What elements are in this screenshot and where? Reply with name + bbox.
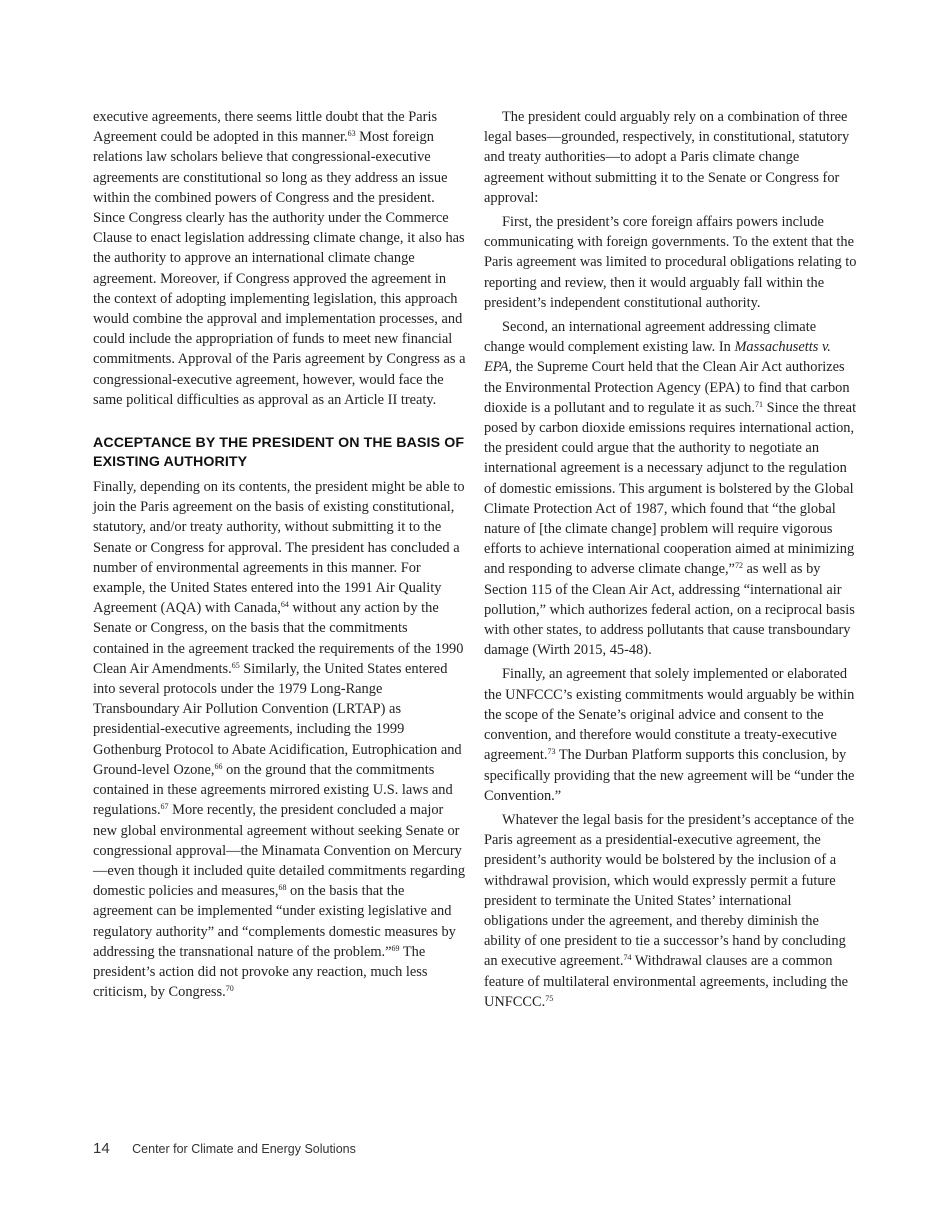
- paragraph: [484, 810, 857, 1012]
- text: Finally, depending on its contents, the president might be able to join the Paris agreement on the basis of existing constitutional, statutory, and/or treaty authority, without submitting it to the Senate or Congress for approval. The president has concluded a number of environmental agreements in this manner. For example, the United States entered into the 1991 Air Quality Agreement (AQA) with Canada,: [93, 479, 465, 617]
- footnote-ref: 68: [278, 883, 287, 893]
- footnote-ref: 74: [623, 953, 632, 963]
- footnote-ref: 65: [231, 660, 240, 670]
- footnote-ref: 66: [214, 761, 223, 771]
- footnote-ref: 73: [547, 747, 556, 757]
- text: executive agreements, there seems little doubt that the Paris Agreement could be adopted in this manner.: [93, 109, 438, 146]
- footnote-ref: 70: [225, 984, 234, 994]
- footnote-ref: 72: [734, 561, 743, 571]
- paragraph: [93, 477, 466, 1002]
- text: Similarly, the United States entered into several protocols under the 1979 Long-Range Transboundary Air Pollution Convention (LRTAP) as presidential-executive agreements, including the 1999 Gothenburg Protocol to Abate Acidification, Eutrophication and Ground-level Ozone,: [93, 660, 462, 778]
- paragraph: [484, 212, 857, 313]
- text: without any action by the Senate or Congress, on the basis that the commitments contained in the agreement tracked the requirements of the 1990 Clean Air Amendments.: [93, 600, 464, 677]
- text: Since the threat posed by carbon dioxide emissions requires international action, the president could argue that the authority to negotiate an international agreement is a necessary adjunct to the regulation of domestic emissions. This argument is bolstered by the Global Climate Protection Act of 1987, which found that “the global nature of [the climate change] problem will require vigorous efforts to achieve international cooperation aimed at minimizing and responding to adverse climate change,”: [484, 399, 857, 578]
- case-citation: Massachusetts v. EPA: [484, 339, 831, 376]
- text: Withdrawal clauses are a common feature of multilateral environmental agreements, including the UNFCCC.: [484, 953, 849, 1010]
- paragraph: [484, 664, 857, 805]
- text: The Durban Platform supports this conclusion, by specifically providing that the new agreement will be “under the Convention.”: [484, 747, 855, 804]
- text: , the Supreme Court held that the Clean Air Act authorizes the Environmental Protection Agency (EPA) to find that carbon dioxide is a pollutant and to regulate it as such.: [484, 359, 850, 416]
- text: on the ground that the commitments contained in these agreements mirrored existing U.S. laws and regulations.: [93, 761, 453, 819]
- text: on the basis that the agreement can be implemented “under existing legislative and regulatory authority” and “complements domestic measures by addressing the transnational nature of the problem.”: [93, 883, 456, 960]
- footer-organization: Center for Climate and Energy Solutions: [132, 1142, 356, 1156]
- footnote-ref: 69: [391, 943, 400, 953]
- right-column: [484, 107, 857, 1016]
- text: Most foreign relations law scholars believe that congressional-executive agreements are constitutional so long as they address an issue within the combined powers of Congress and the president. Since Congress clearly has the authority under the Commerce Clause to enact legislation addressing climate change, it also has the authority to approve an international climate change agreement. Moreover, if Congress approved the agreement in the context of adopting implementing legislation, this approach would combine the approval and implementation processes, and could include the appropriation of funds to meet new financial commitments. Approval of the Paris agreement by Congress as a congressional-executive agreement, however, would face the same political difficulties as approval as an Article II treaty.: [93, 129, 466, 408]
- section-heading: ACCEPTANCE BY THE PRESIDENT ON THE BASIS OF EXISTING AUTHORITY: [93, 435, 465, 471]
- paragraph: [93, 107, 466, 410]
- footnote-ref: 64: [280, 600, 289, 610]
- paragraph: [484, 317, 857, 660]
- text: as well as by Section 115 of the Clean Air Act, addressing “international air pollution,” which authorizes federal action, on a reciprocal basis with other states, to address pollutants that cause transboundary damage (Wirth 2015, 45-48).: [484, 561, 855, 659]
- text: Second, an international agreement addressing climate change would complement existing law. In: [484, 319, 817, 356]
- text: Whatever the legal basis for the president’s acceptance of the Paris agreement as a presidential-executive agreement, the president’s authority would be bolstered by the inclusion of a withdrawal provision, which would expressly permit a future president to terminate the United States’ international obligations under the agreement, and thereby diminish the ability of one president to tie a successor’s hand by concluding an executive agreement.: [484, 811, 855, 970]
- text: The president’s action did not provoke any reaction, much less criticism, by Congress.: [93, 943, 428, 1001]
- footnote-ref: 75: [545, 993, 554, 1003]
- page-number: 14: [93, 1140, 110, 1157]
- text: The president could arguably rely on a combination of three legal bases—grounded, respectively, in constitutional, statutory and treaty authorities—to adopt a Paris climate change agreement without submitting it to the Senate or Congress for approval:: [484, 109, 850, 206]
- footnote-ref: 67: [160, 802, 169, 812]
- text: Finally, an agreement that solely implemented or elaborated the UNFCCC’s existing commitments would arguably be within the scope of the Senate’s original advice and consent to the convention, and therefore would constitute a treaty-executive agreement.: [484, 666, 855, 764]
- footnote-ref: 71: [754, 399, 763, 409]
- paragraph: [484, 107, 857, 208]
- footnote-ref: 63: [347, 129, 356, 139]
- left-column: [93, 107, 466, 1006]
- text: More recently, the president concluded a major new global environmental agreement without seeking Senate or congressional approval—the Minamata Convention on Mercury—even though it included quite detailed commitments regarding domestic policies and measures,: [93, 802, 466, 900]
- page-footer: [93, 1140, 356, 1158]
- text: First, the president’s core foreign affairs powers include communicating with foreign governments. To the extent that the Paris agreement was limited to procedural obligations relating to reporting and review, then it would arguably fall within the president’s independent constitutional authority.: [484, 214, 857, 311]
